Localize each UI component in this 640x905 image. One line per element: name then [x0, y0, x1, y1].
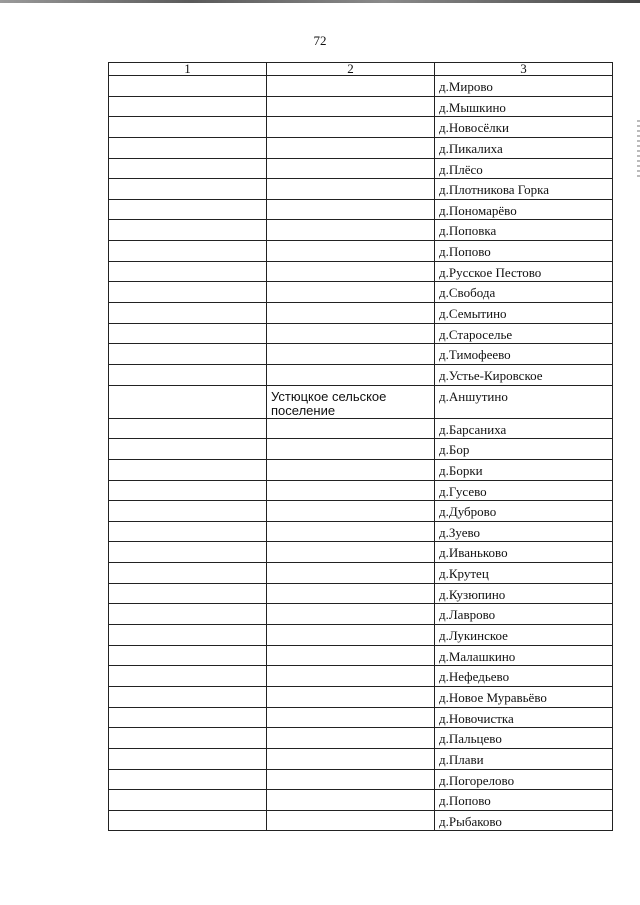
- settlement-cell: [267, 583, 435, 604]
- settlement-cell: [267, 344, 435, 365]
- settlement-cell: [267, 303, 435, 324]
- region-cell: [109, 137, 267, 158]
- region-cell: [109, 303, 267, 324]
- settlement-cell: [267, 521, 435, 542]
- region-cell: [109, 459, 267, 480]
- table-row: [109, 199, 613, 220]
- village-cell: д.Русское Пестово: [435, 261, 613, 282]
- table-row: [109, 666, 613, 687]
- settlement-cell: [267, 686, 435, 707]
- village-cell: д.Староселье: [435, 323, 613, 344]
- village-cell: д.Плави: [435, 748, 613, 769]
- village-cell: д.Пальцево: [435, 728, 613, 749]
- table-row: [109, 583, 613, 604]
- table-row: [109, 604, 613, 625]
- village-cell: д.Бор: [435, 439, 613, 460]
- region-cell: [109, 282, 267, 303]
- table-row: [109, 241, 613, 262]
- region-cell: [109, 199, 267, 220]
- region-cell: [109, 707, 267, 728]
- table-row: [109, 344, 613, 365]
- region-cell: [109, 666, 267, 687]
- settlement-cell: [267, 158, 435, 179]
- table-row: [109, 501, 613, 522]
- settlement-cell: [267, 137, 435, 158]
- village-cell: д.Малашкино: [435, 645, 613, 666]
- settlement-cell: [267, 261, 435, 282]
- region-cell: [109, 625, 267, 646]
- village-cell: д.Устье-Кировское: [435, 364, 613, 385]
- village-cell: д.Поповка: [435, 220, 613, 241]
- village-cell: д.Плёсо: [435, 158, 613, 179]
- region-cell: [109, 542, 267, 563]
- table-row: [109, 220, 613, 241]
- region-cell: [109, 385, 267, 418]
- settlement-cell: [267, 748, 435, 769]
- village-cell: д.Новосёлки: [435, 117, 613, 138]
- region-cell: [109, 220, 267, 241]
- settlement-cell: [267, 604, 435, 625]
- village-cell: д.Попово: [435, 241, 613, 262]
- table-row: [109, 96, 613, 117]
- settlement-cell: [267, 199, 435, 220]
- table-row: [109, 282, 613, 303]
- settlement-cell: [267, 810, 435, 831]
- village-cell: д.Гусево: [435, 480, 613, 501]
- region-cell: [109, 686, 267, 707]
- table-row: [109, 418, 613, 439]
- table-body: [109, 76, 613, 831]
- table-row: [109, 261, 613, 282]
- settlement-cell: [267, 501, 435, 522]
- table-row: [109, 323, 613, 344]
- page-number: 72: [313, 33, 327, 48]
- settlement-cell: [267, 728, 435, 749]
- village-cell: д.Крутец: [435, 563, 613, 584]
- table-row: [109, 645, 613, 666]
- region-cell: [109, 728, 267, 749]
- settlement-cell: [267, 323, 435, 344]
- region-cell: [109, 241, 267, 262]
- table-row: [109, 790, 613, 811]
- village-cell: д.Борки: [435, 459, 613, 480]
- settlement-cell: [267, 542, 435, 563]
- column-header-2: 2: [267, 63, 435, 76]
- settlement-cell: [267, 179, 435, 200]
- village-cell: д.Иваньково: [435, 542, 613, 563]
- table-row: [109, 439, 613, 460]
- region-cell: [109, 501, 267, 522]
- region-cell: [109, 748, 267, 769]
- region-cell: [109, 810, 267, 831]
- village-cell: д.Попово: [435, 790, 613, 811]
- table-row: [109, 117, 613, 138]
- table-row: [109, 810, 613, 831]
- region-cell: [109, 521, 267, 542]
- region-cell: [109, 769, 267, 790]
- region-cell: [109, 364, 267, 385]
- settlement-cell: [267, 439, 435, 460]
- village-cell: д.Тимофеево: [435, 344, 613, 365]
- region-cell: [109, 261, 267, 282]
- region-cell: [109, 117, 267, 138]
- region-cell: [109, 645, 267, 666]
- settlement-cell: [267, 282, 435, 303]
- table-row: [109, 76, 613, 97]
- table-row: [109, 521, 613, 542]
- table-row: [109, 179, 613, 200]
- village-cell: д.Семытино: [435, 303, 613, 324]
- region-cell: [109, 179, 267, 200]
- village-cell: д.Новочистка: [435, 707, 613, 728]
- table-row: [109, 748, 613, 769]
- village-cell: д.Погорелово: [435, 769, 613, 790]
- region-cell: [109, 323, 267, 344]
- table-row: [109, 480, 613, 501]
- settlement-cell: [267, 645, 435, 666]
- settlements-table: [108, 62, 613, 831]
- village-cell: д.Лаврово: [435, 604, 613, 625]
- table-row: [109, 364, 613, 385]
- settlement-cell: [267, 769, 435, 790]
- settlement-cell: [267, 220, 435, 241]
- village-cell: д.Барсаниха: [435, 418, 613, 439]
- village-cell: д.Аншутино: [435, 385, 613, 418]
- settlement-cell: [267, 707, 435, 728]
- village-cell: д.Свобода: [435, 282, 613, 303]
- table-row: [109, 137, 613, 158]
- table-row: [109, 686, 613, 707]
- settlement-cell: Устюцкое сельское поселение: [267, 385, 435, 418]
- settlement-cell: [267, 563, 435, 584]
- table-row: [109, 728, 613, 749]
- region-cell: [109, 418, 267, 439]
- settlement-cell: [267, 790, 435, 811]
- settlement-cell: [267, 76, 435, 97]
- settlement-cell: [267, 666, 435, 687]
- village-cell: д.Пикалиха: [435, 137, 613, 158]
- village-cell: д.Мышкино: [435, 96, 613, 117]
- village-cell: д.Мирово: [435, 76, 613, 97]
- village-cell: д.Зуево: [435, 521, 613, 542]
- table-row: [109, 542, 613, 563]
- village-cell: д.Дуброво: [435, 501, 613, 522]
- table-row: [109, 385, 613, 418]
- region-cell: [109, 344, 267, 365]
- scan-edge-artifact: [0, 0, 640, 3]
- village-cell: д.Лукинское: [435, 625, 613, 646]
- region-cell: [109, 76, 267, 97]
- table-header-row: [109, 63, 613, 76]
- settlement-cell: [267, 480, 435, 501]
- region-cell: [109, 96, 267, 117]
- region-cell: [109, 439, 267, 460]
- settlement-cell: [267, 418, 435, 439]
- table-row: [109, 459, 613, 480]
- settlement-cell: [267, 117, 435, 138]
- table-row: [109, 563, 613, 584]
- region-cell: [109, 158, 267, 179]
- region-cell: [109, 583, 267, 604]
- table-row: [109, 303, 613, 324]
- table-row: [109, 625, 613, 646]
- village-cell: д.Кузюпино: [435, 583, 613, 604]
- region-cell: [109, 790, 267, 811]
- region-cell: [109, 480, 267, 501]
- table-row: [109, 707, 613, 728]
- village-cell: д.Рыбаково: [435, 810, 613, 831]
- settlement-cell: [267, 241, 435, 262]
- settlement-cell: [267, 459, 435, 480]
- column-header-3: 3: [435, 63, 613, 76]
- table-row: [109, 158, 613, 179]
- settlement-cell: [267, 96, 435, 117]
- village-cell: д.Пономарёво: [435, 199, 613, 220]
- region-cell: [109, 563, 267, 584]
- settlement-cell: [267, 625, 435, 646]
- village-cell: д.Плотникова Горка: [435, 179, 613, 200]
- settlement-cell: [267, 364, 435, 385]
- column-header-1: 1: [109, 63, 267, 76]
- village-cell: д.Нефедьево: [435, 666, 613, 687]
- region-cell: [109, 604, 267, 625]
- village-cell: д.Новое Муравьёво: [435, 686, 613, 707]
- table-row: [109, 769, 613, 790]
